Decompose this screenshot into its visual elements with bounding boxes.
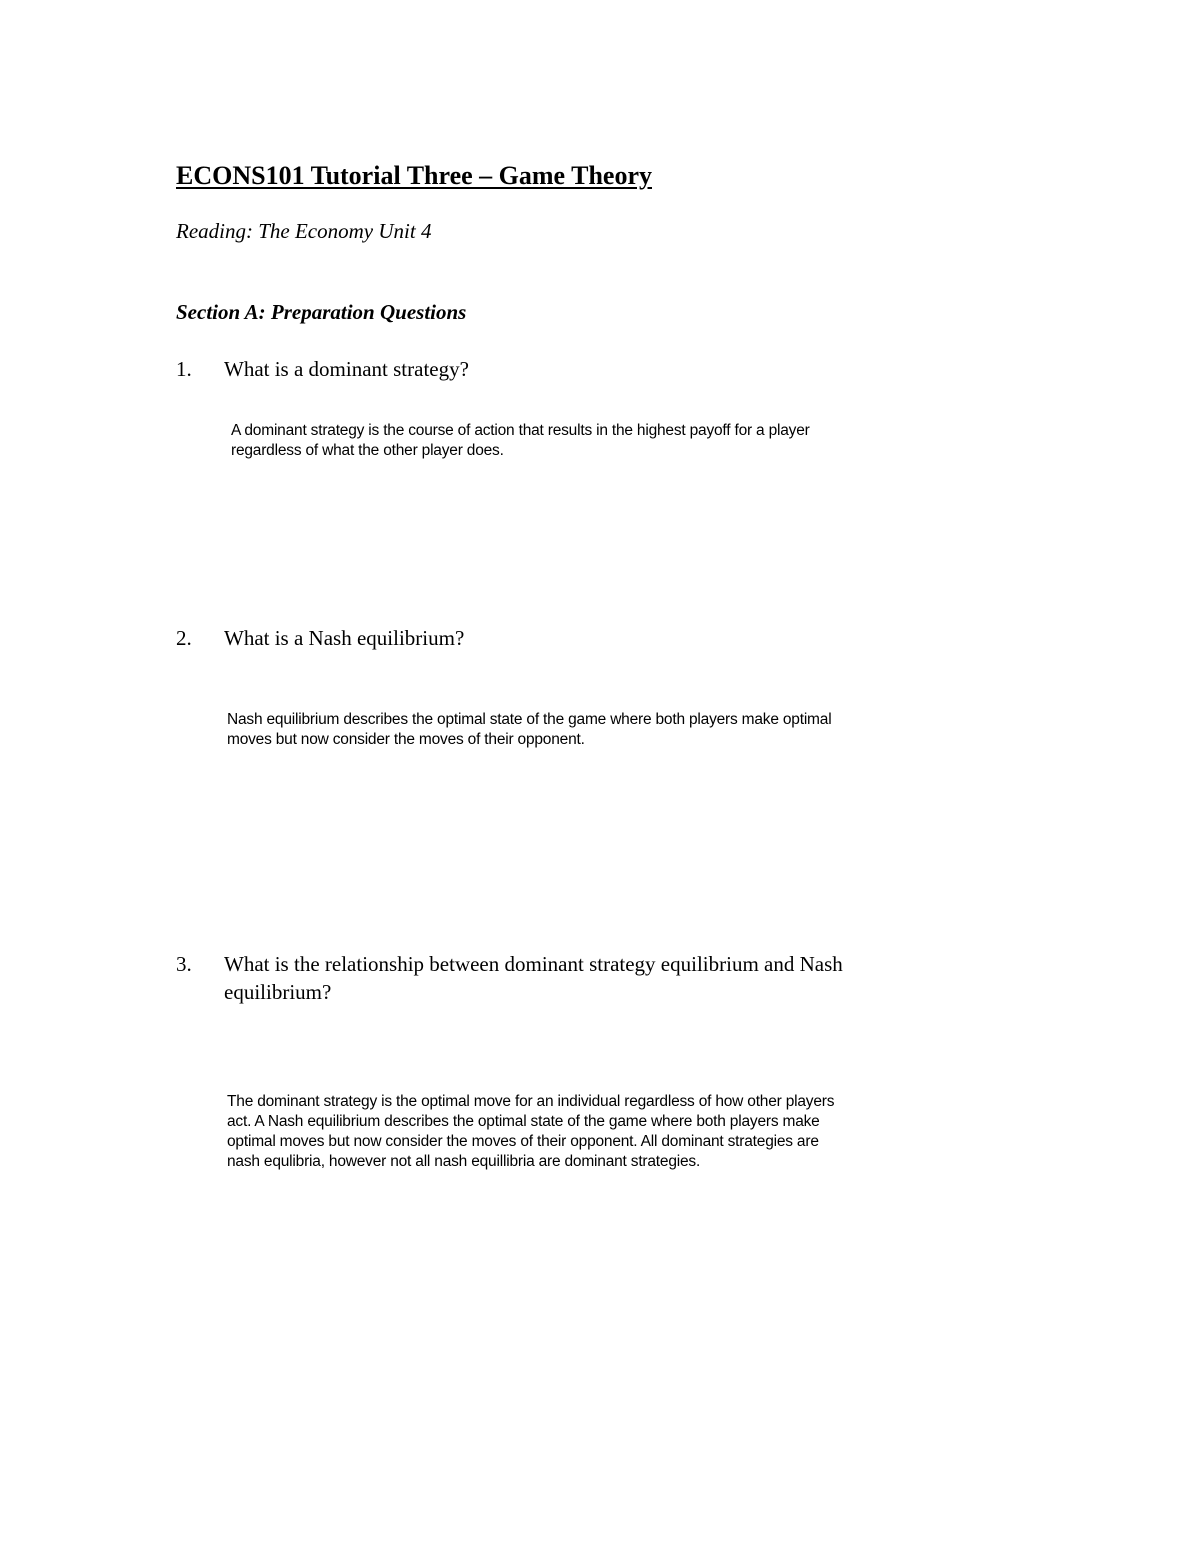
question-3	[176, 950, 944, 1006]
section-heading: Section A: Preparation Questions	[176, 300, 467, 324]
question-text: What is a Nash equilibrium?	[224, 626, 465, 650]
reading-reference: Reading: The Economy Unit 4	[176, 219, 432, 243]
question-2	[176, 624, 944, 652]
answer-2: Nash equilibrium describes the optimal state of the game where both players make optimal moves but now consider the moves of their opponent.	[227, 711, 832, 748]
question-text: What is a dominant strategy?	[224, 357, 469, 381]
answer-3: The dominant strategy is the optimal move for an individual regardless of how other players act. A Nash equilibrium describes the optimal state of the game where both players make optimal moves but now consider the moves of their opponent. All dominant strategies are nash equlibria, however not all nash equillibria are dominant strategies.	[227, 1093, 835, 1170]
document-title: ECONS101 Tutorial Three – Game Theory	[176, 161, 652, 190]
question-text: What is the relationship between dominant strategy equilibrium and Nash equilibrium?	[224, 952, 843, 1004]
question-number: 1.	[176, 357, 192, 381]
question-number: 2.	[176, 626, 192, 650]
answer-1: A dominant strategy is the course of action that results in the highest payoff for a player regardless of what the other player does.	[231, 422, 810, 459]
question-1	[176, 355, 944, 383]
question-number: 3.	[176, 952, 192, 976]
